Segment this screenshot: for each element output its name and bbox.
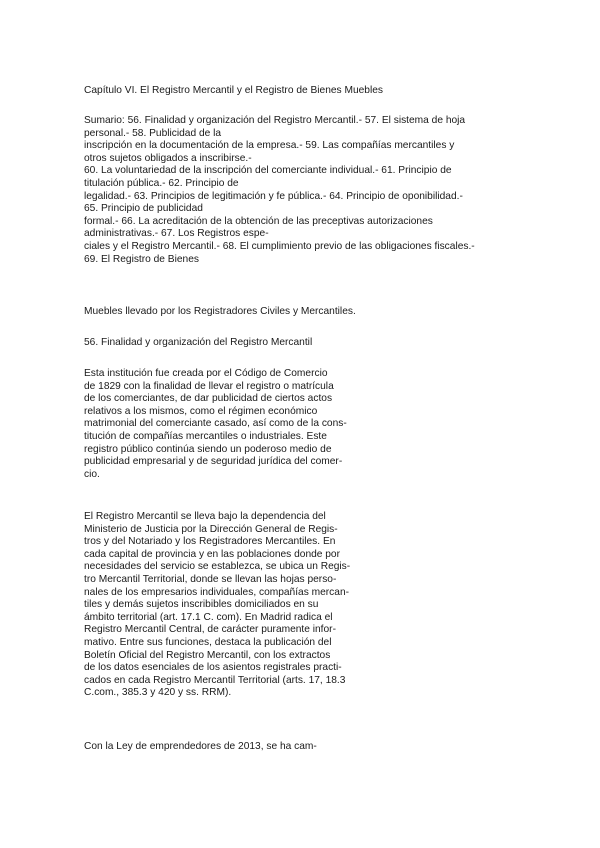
summary-line: 65. Principio de publicidad <box>84 203 203 215</box>
paragraph-line: mativo. Entre sus funciones, destaca la publicación del <box>84 636 332 648</box>
summary-line: titulación pública.- 62. Principio de <box>84 177 239 189</box>
summary-tail <box>84 306 356 319</box>
paragraph-1 <box>84 368 347 481</box>
paragraph-line: Con la Ley de emprendedores de 2013, se ha cam- <box>84 741 317 752</box>
paragraph-line: El Registro Mercantil se lleva bajo la dependencia del <box>84 511 326 522</box>
paragraph-line: tiles y demás sujetos inscribibles domiciliados en su <box>84 599 319 611</box>
paragraph-line: titución de compañías mercantiles o industriales. Este <box>84 430 327 442</box>
paragraph-line: necesidades del servicio se establezca, se ubica un Regis- <box>84 561 351 573</box>
summary-line: inscripción en la documentación de la empresa.- 59. Las compañías mercantiles y <box>84 140 455 152</box>
summary-line: 69. El Registro de Bienes <box>84 253 199 265</box>
paragraph-line: Ministerio de Justicia por la Dirección General de Regis- <box>84 523 338 535</box>
summary-tail-text: Muebles llevado por los Registradores Civiles y Mercantiles. <box>84 306 356 317</box>
paragraph-2 <box>84 511 350 700</box>
paragraph-line: Boletín Oficial del Registro Mercantil, con los extractos <box>84 649 331 661</box>
paragraph-line: Registro Mercantil Central, de carácter puramente infor- <box>84 624 336 636</box>
paragraph-3 <box>84 741 317 754</box>
summary <box>84 115 514 266</box>
paragraph-line: registro público continúa siendo un poderoso medio de <box>84 443 332 455</box>
section-heading-text: 56. Finalidad y organización del Registro Mercantil <box>84 337 313 348</box>
paragraph-line: publicidad empresarial y de seguridad jurídica del comer- <box>84 456 343 468</box>
summary-line: formal.- 66. La acreditación de la obtención de las preceptivas autorizaciones <box>84 215 433 227</box>
paragraph-line: cados en cada Registro Mercantil Territorial (arts. 17, 18.3 <box>84 674 346 686</box>
chapter-title <box>84 85 383 98</box>
summary-line: 60. La voluntariedad de la inscripción del comerciante individual.- 61. Principio de <box>84 165 452 177</box>
paragraph-line: relativos a los mismos, como el régimen económico <box>84 405 318 417</box>
summary-line: otros sujetos obligados a inscribirse.- <box>84 152 252 164</box>
paragraph-line: de los datos esenciales de los asientos registrales practi- <box>84 662 342 674</box>
summary-line: personal.- 58. Publicidad de la <box>84 127 222 139</box>
paragraph-line: matrimonial del comerciante casado, así como de la cons- <box>84 418 347 430</box>
paragraph-line: tros y del Notariado y los Registradores Mercantiles. En <box>84 536 336 548</box>
section-heading <box>84 337 312 350</box>
paragraph-line: tro Mercantil Territorial, donde se llevan las hojas perso- <box>84 573 337 585</box>
paragraph-line: cada capital de provincia y en las poblaciones donde por <box>84 548 340 560</box>
chapter-title-text: Capítulo VI. El Registro Mercantil y el Registro de Bienes Muebles <box>84 85 383 96</box>
paragraph-line: de 1829 con la finalidad de llevar el registro o matrícula <box>84 380 334 392</box>
paragraph-line: de los comerciantes, de dar publicidad de ciertos actos <box>84 393 333 405</box>
paragraph-line: nales de los empresarios individuales, compañías mercan- <box>84 586 350 598</box>
paragraph-line: Esta institución fue creada por el Código de Comercio <box>84 368 328 379</box>
paragraph-line: ámbito territorial (art. 17.1 C. com). En Madrid radica el <box>84 611 333 623</box>
paragraph-line: C.com., 385.3 y 420 y ss. RRM). <box>84 687 232 699</box>
summary-line: Sumario: 56. Finalidad y organización del Registro Mercantil.- 57. El sistema de hoja <box>84 115 466 126</box>
paragraph-line: cio. <box>84 468 100 480</box>
summary-line: legalidad.- 63. Principios de legitimación y fe pública.- 64. Principio de oponibilidad.- <box>84 190 463 202</box>
summary-line: ciales y el Registro Mercantil.- 68. El cumplimiento previo de las obligaciones fiscales.- <box>84 240 475 252</box>
summary-line: administrativas.- 67. Los Registros espe- <box>84 228 269 240</box>
